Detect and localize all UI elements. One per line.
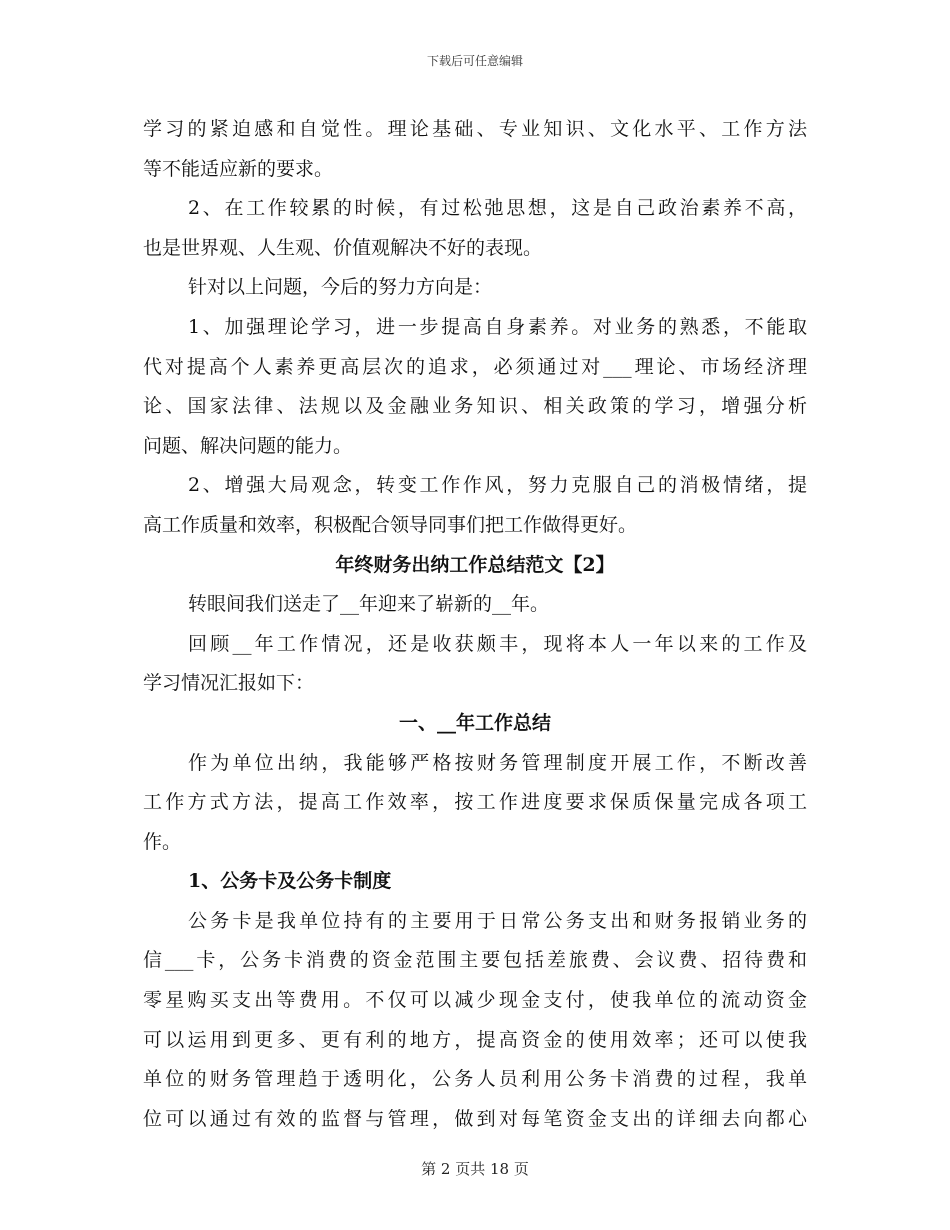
body-line: 2、在工作较累的时候，有过松弛思想，这是自己政治素养不高， [188, 197, 807, 220]
body-line: 论、国家法律、法规以及金融业务知识、相关政策的学习，增强分析 [143, 395, 807, 418]
body-line: 单位的财务管理趋于透明化，公务人员利用公务卡消费的过程，我单 [143, 1068, 807, 1091]
page-header: 下载后可任意编辑 [426, 54, 523, 68]
body-line: 公务卡是我单位持有的主要用于日常公务支出和财务报销业务的 [188, 909, 807, 932]
body-line: 学习的紧迫感和自觉性。理论基础、专业知识、文化水平、工作方法 [143, 118, 807, 140]
body-line: 问题、解决问题的能力。 [143, 434, 353, 457]
body-line: 工作方式方法，提高工作效率，按工作进度要求保质保量完成各项工 [143, 791, 807, 814]
body-line: 信___卡，公务卡消费的资金范围主要包括差旅费、会议费、招待费和 [143, 949, 807, 972]
body-line: 可以运用到更多、更有利的地方，提高资金的使用效率；还可以使我 [143, 1028, 807, 1051]
body-line: 转眼间我们送走了__年迎来了崭新的__年。 [188, 593, 550, 616]
body-line: 2、增强大局观念，转变工作作风，努力克服自己的消极情绪，提 [188, 474, 807, 497]
subheading: 1、公务卡及公务卡制度 [188, 870, 392, 893]
body-line: 1、加强理论学习，进一步提高自身素养。对业务的熟悉，不能取 [188, 315, 807, 338]
body-line: 针对以上问题，今后的努力方向是： [188, 276, 493, 299]
body-line: 学习情况汇报如下： [143, 672, 315, 695]
document-body [143, 110, 807, 1139]
body-line: 也是世界观、人生观、价值观解决不好的表现。 [143, 236, 543, 259]
section-title: 年终财务出纳工作总结范文【2】 [335, 553, 615, 576]
subsection-title: 一、__年工作总结 [398, 711, 551, 734]
body-line: 位可以通过有效的监督与管理，做到对每笔资金支出的详细去向都心 [143, 1107, 807, 1130]
body-line: 等不能适应新的要求。 [143, 157, 334, 180]
body-line: 回顾__年工作情况，还是收获颇丰，现将本人一年以来的工作及 [188, 632, 807, 655]
body-line: 作为单位出纳，我能够严格按财务管理制度开展工作，不断改善 [188, 751, 807, 774]
body-line: 零星购买支出等费用。不仅可以减少现金支付，使我单位的流动资金 [143, 989, 807, 1012]
page-footer: 第 2 页共 18 页 [421, 1160, 529, 1178]
body-line: 作。 [143, 830, 182, 853]
body-line: 高工作质量和效率，积极配合领导同事们把工作做得更好。 [143, 513, 638, 536]
body-line: 代对提高个人素养更高层次的追求，必须通过对___理论、市场经济理 [143, 355, 807, 378]
